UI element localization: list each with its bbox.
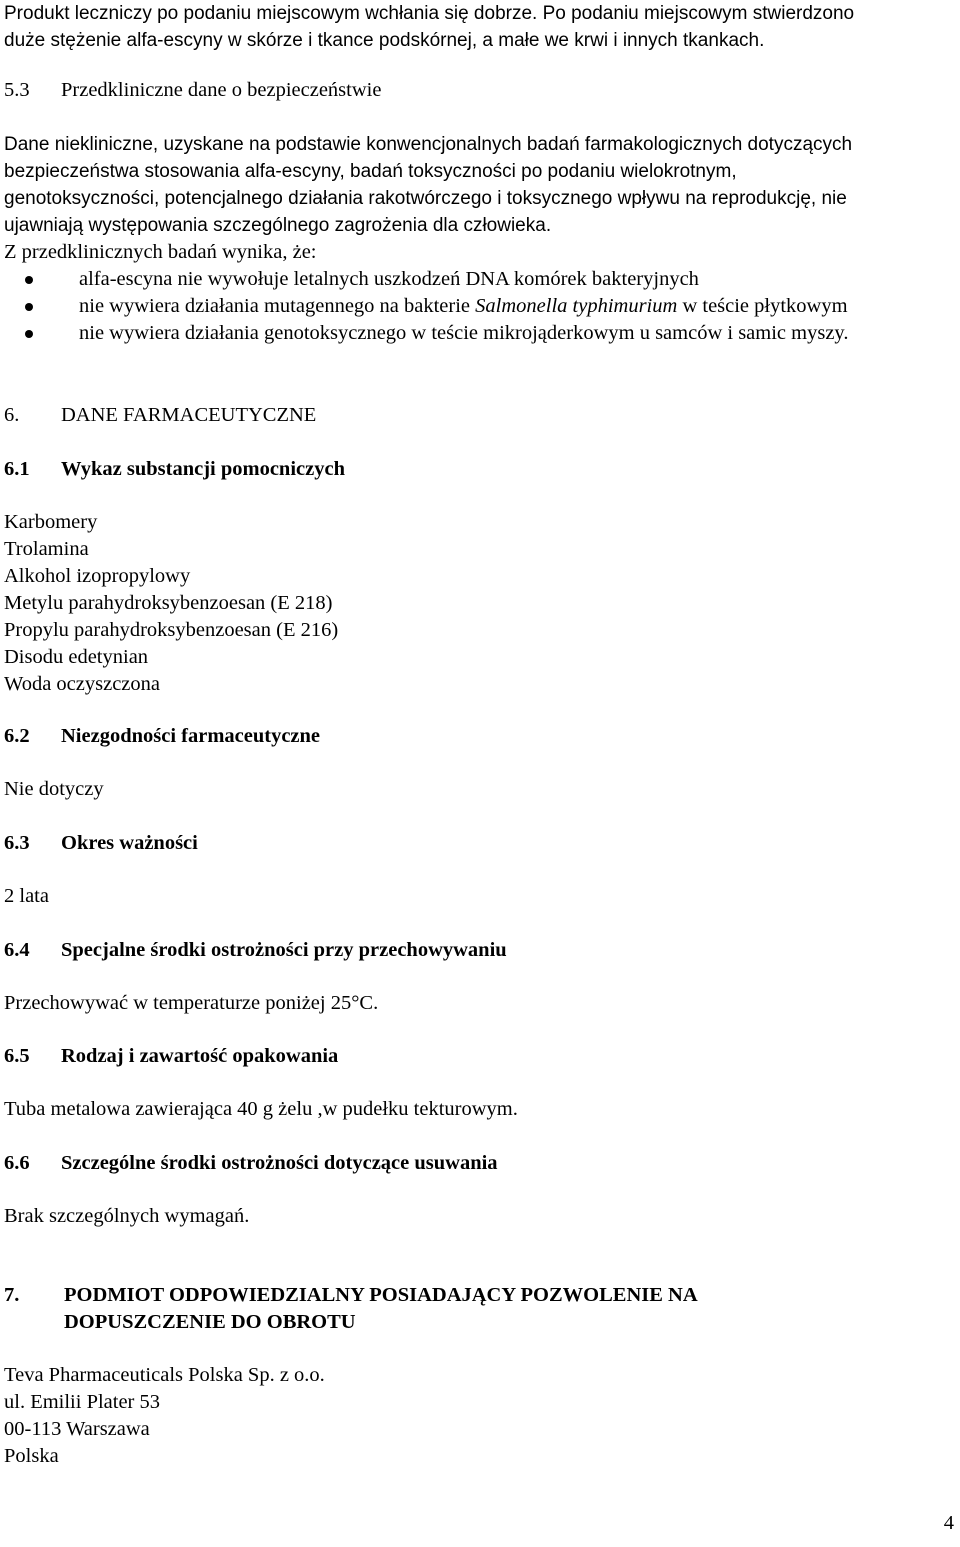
list-item (0, 266, 848, 293)
section-title: Specjalne środki ostrożności przy przechowywaniu (61, 939, 507, 961)
intro-line: duże stężenie alfa-escyny w skórze i tkance podskórnej, a małe we krwi i innych tkankach. (4, 30, 765, 51)
section-text: Brak szczególnych wymagań. (4, 1205, 250, 1227)
section-number: 5.3 (4, 79, 30, 101)
section-title: Okres ważności (61, 832, 198, 854)
section-heading-6-4 (4, 937, 507, 964)
section-title: PODMIOT ODPOWIEDZIALNY POSIADAJĄCY POZWOLENIE NA (64, 1284, 698, 1306)
excipients-list (4, 509, 338, 698)
section-number: 7. (4, 1284, 20, 1306)
section-title: Wykaz substancji pomocniczych (61, 458, 345, 480)
section-heading-6-5 (4, 1043, 338, 1070)
paragraph-line: bezpieczeństwa stosowania alfa-escyny, badań toksyczności po podaniu wielokrotnym, (4, 161, 737, 182)
section-number: 6.1 (4, 458, 30, 480)
list-item-text: w teście płytkowym (677, 295, 848, 317)
address-line: Polska (4, 1445, 59, 1467)
section-text: Tuba metalowa zawierająca 40 g żelu ,w pudełku tekturowym. (4, 1098, 518, 1120)
findings-lead: Z przedklinicznych badań wynika, że: (4, 241, 317, 263)
section-heading-6-2 (4, 723, 320, 750)
section-title: Niezgodności farmaceutyczne (61, 725, 321, 747)
page-number: 4 (943, 1512, 954, 1534)
paragraph-line: Dane niekliniczne, uzyskane na podstawie konwencjonalnych badań farmakologicznych dotyczących (4, 134, 853, 155)
list-item (0, 320, 848, 347)
section-number: 6.4 (4, 939, 30, 961)
findings-list (0, 266, 848, 347)
list-item (0, 293, 848, 320)
list-item: Alkohol izopropylowy (4, 565, 191, 587)
species-name: Salmonella typhimurium (475, 295, 678, 317)
section-text: Przechowywać w temperaturze poniżej 25°C. (4, 992, 379, 1014)
list-item: Disodu edetynian (4, 646, 149, 668)
section-heading-6-1 (4, 456, 345, 483)
bullet-icon (25, 330, 33, 338)
section-title: DANE FARMACEUTYCZNE (61, 404, 317, 426)
intro-line: Produkt leczniczy po podaniu miejscowym wchłania się dobrze. Po podaniu miejscowym stwierdzono (4, 3, 855, 24)
bullet-icon (25, 303, 33, 311)
section-heading-6 (4, 402, 316, 429)
section-title: Rodzaj i zawartość opakowania (61, 1045, 339, 1067)
section-text: 2 lata (4, 885, 49, 907)
list-item-text: alfa-escyna nie wywołuje letalnych uszkodzeń DNA komórek bakteryjnych (79, 268, 699, 290)
intro-paragraph (4, 0, 854, 54)
section-number: 6.5 (4, 1045, 30, 1067)
list-item: Karbomery (4, 511, 98, 533)
section-title: Szczególne środki ostrożności dotyczące usuwania (61, 1152, 498, 1174)
section-heading-6-3 (4, 830, 198, 857)
section-title: Przedkliniczne dane o bezpieczeństwie (61, 79, 382, 101)
section-number: 6.3 (4, 832, 30, 854)
paragraph-line: ujawniają występowania szczególnego zagrożenia dla człowieka. (4, 215, 552, 236)
address-line: Teva Pharmaceuticals Polska Sp. z o.o. (4, 1364, 325, 1386)
list-item-text: nie wywiera działania mutagennego na bakterie (79, 295, 476, 317)
section-number: 6. (4, 404, 20, 426)
paragraph-line: genotoksyczności, potencjalnego działania rakotwórczego i toksycznego wpływu na reprodukcję, nie (4, 188, 847, 209)
list-item: Woda oczyszczona (4, 673, 161, 695)
holder-address (4, 1362, 325, 1470)
safety-paragraph (4, 131, 852, 239)
section-number: 6.6 (4, 1152, 30, 1174)
section-text: Nie dotyczy (4, 778, 104, 800)
section-heading-7 (4, 1282, 698, 1336)
list-item: Trolamina (4, 538, 89, 560)
section-heading-6-6 (4, 1150, 498, 1177)
bullet-icon (25, 276, 33, 284)
list-item: Propylu parahydroksybenzoesan (E 216) (4, 619, 339, 641)
section-number: 6.2 (4, 725, 30, 747)
section-heading-5-3 (4, 77, 381, 104)
address-line: 00-113 Warszawa (4, 1418, 150, 1440)
section-title: DOPUSZCZENIE DO OBROTU (64, 1311, 356, 1333)
list-item-text: nie wywiera działania genotoksycznego w teście mikrojąderkowym u samców i samic myszy. (79, 322, 849, 344)
list-item: Metylu parahydroksybenzoesan (E 218) (4, 592, 333, 614)
address-line: ul. Emilii Plater 53 (4, 1391, 161, 1413)
